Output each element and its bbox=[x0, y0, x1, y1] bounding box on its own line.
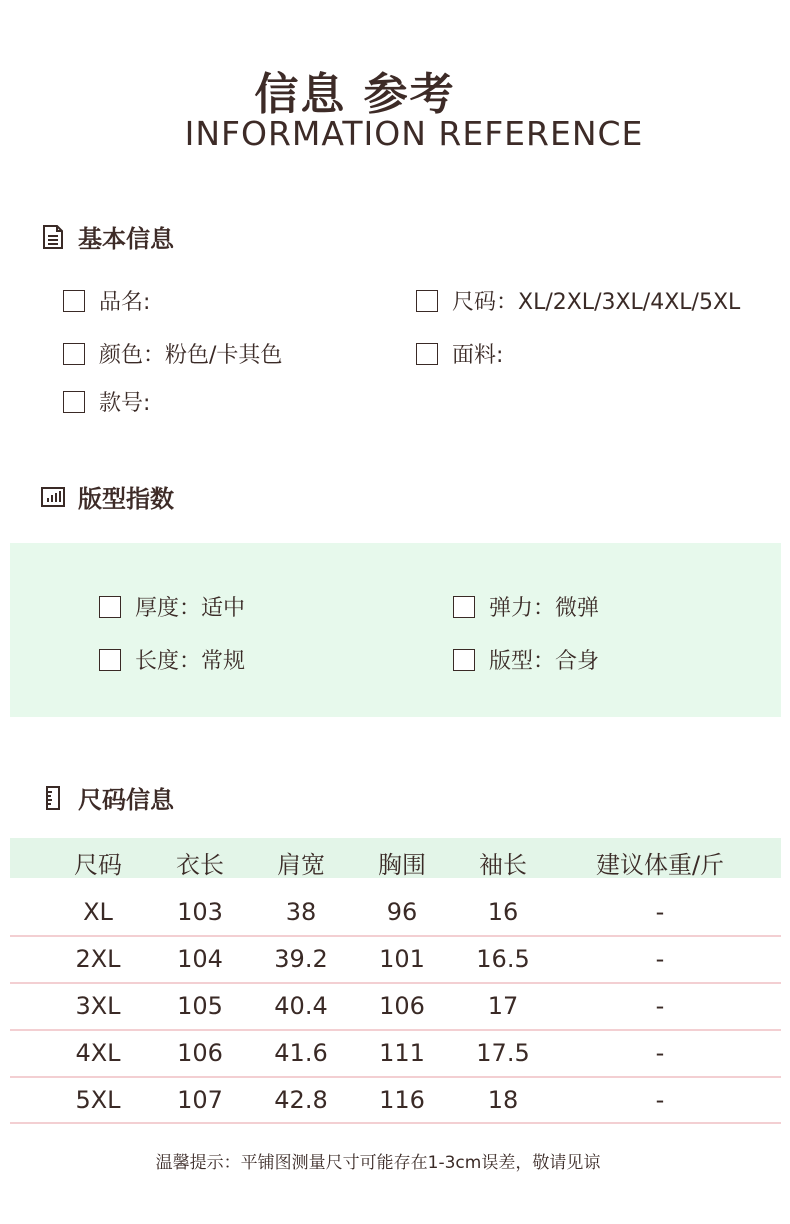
field-label: 面料: bbox=[452, 343, 504, 368]
field-size bbox=[416, 285, 740, 316]
table-cell: 18 bbox=[487, 1086, 519, 1114]
field-style-no bbox=[63, 386, 150, 417]
column-header: 建议体重/斤 bbox=[595, 851, 725, 879]
field-fabric bbox=[416, 338, 503, 369]
checkbox bbox=[99, 649, 121, 671]
field-label: 颜色：粉色/卡其色 bbox=[99, 343, 283, 368]
table-cell: 106 bbox=[177, 1039, 223, 1067]
table-cell: 16 bbox=[487, 898, 519, 926]
row-divider bbox=[10, 935, 781, 937]
page-subtitle-wrap bbox=[0, 114, 790, 153]
page-title: 信息 参考 bbox=[254, 69, 456, 120]
field-color bbox=[63, 338, 282, 369]
table-cell: - bbox=[655, 898, 665, 926]
document-icon bbox=[40, 224, 66, 250]
table-cell: 111 bbox=[379, 1039, 425, 1067]
table-cell: 38 bbox=[285, 898, 317, 926]
field-label: 尺码：XL/2XL/3XL/4XL/5XL bbox=[452, 290, 741, 315]
field-thickness bbox=[99, 591, 245, 622]
table-cell: 104 bbox=[177, 945, 223, 973]
table-cell: 106 bbox=[379, 992, 425, 1020]
checkbox bbox=[416, 290, 438, 312]
row-divider bbox=[10, 1076, 781, 1078]
section-heading: 基本信息 bbox=[78, 225, 174, 253]
section-size-info bbox=[40, 780, 174, 815]
field-label: 长度：常规 bbox=[135, 649, 246, 674]
table-cell: 101 bbox=[379, 945, 425, 973]
table-cell: - bbox=[655, 1086, 665, 1114]
table-cell: 105 bbox=[177, 992, 223, 1020]
section-basic-info bbox=[40, 219, 174, 254]
table-cell: 4XL bbox=[75, 1039, 121, 1067]
field-label: 弹力：微弹 bbox=[489, 596, 600, 621]
subtitle-highlight: REFER bbox=[438, 114, 550, 153]
table-cell: - bbox=[655, 945, 665, 973]
field-label: 品名: bbox=[99, 290, 151, 315]
field-name bbox=[63, 285, 150, 316]
table-cell: 116 bbox=[379, 1086, 425, 1114]
section-heading: 版型指数 bbox=[78, 485, 174, 513]
table-cell: - bbox=[655, 992, 665, 1020]
table-cell: 2XL bbox=[75, 945, 121, 973]
table-cell: 96 bbox=[386, 898, 418, 926]
table-cell: 41.6 bbox=[274, 1039, 328, 1067]
checkbox bbox=[63, 290, 85, 312]
column-header: 衣长 bbox=[176, 851, 224, 879]
table-cell: 39.2 bbox=[274, 945, 328, 973]
section-fit-index bbox=[40, 479, 174, 514]
page-subtitle bbox=[185, 114, 644, 153]
checkbox bbox=[63, 343, 85, 365]
table-cell: 40.4 bbox=[274, 992, 328, 1020]
field-label: 厚度：适中 bbox=[135, 596, 246, 621]
table-cell: XL bbox=[83, 898, 113, 926]
column-header: 肩宽 bbox=[277, 851, 325, 879]
row-divider bbox=[10, 1122, 781, 1124]
measurement-tip: 温馨提示：平铺图测量尺寸可能存在1-3cm误差，敬请见谅 bbox=[155, 1153, 601, 1173]
table-cell: - bbox=[655, 1039, 665, 1067]
table-cell: 5XL bbox=[75, 1086, 121, 1114]
field-elasticity bbox=[453, 591, 599, 622]
checkbox bbox=[416, 343, 438, 365]
column-header: 胸围 bbox=[378, 851, 426, 879]
subtitle-part-1: INFORMATION bbox=[184, 114, 439, 153]
table-cell: 3XL bbox=[75, 992, 121, 1020]
table-cell: 42.8 bbox=[274, 1086, 328, 1114]
field-label: 款号: bbox=[99, 391, 151, 416]
checkbox bbox=[63, 391, 85, 413]
field-label: 版型：合身 bbox=[489, 649, 600, 674]
checkbox bbox=[453, 649, 475, 671]
table-cell: 16.5 bbox=[476, 945, 530, 973]
table-cell: 17.5 bbox=[476, 1039, 530, 1067]
row-divider bbox=[10, 982, 781, 984]
table-cell: 17 bbox=[487, 992, 519, 1020]
field-cut bbox=[453, 644, 599, 675]
column-header: 尺码 bbox=[74, 851, 122, 879]
section-heading: 尺码信息 bbox=[78, 786, 174, 814]
table-cell: 103 bbox=[177, 898, 223, 926]
checkbox bbox=[99, 596, 121, 618]
bar-chart-icon bbox=[40, 484, 66, 510]
checkbox bbox=[453, 596, 475, 618]
row-divider bbox=[10, 1029, 781, 1031]
subtitle-part-3: ENCE bbox=[549, 114, 644, 153]
table-cell: 107 bbox=[177, 1086, 223, 1114]
column-header: 袖长 bbox=[479, 851, 527, 879]
ruler-icon bbox=[40, 785, 66, 811]
fit-panel bbox=[10, 543, 781, 717]
field-length bbox=[99, 644, 245, 675]
